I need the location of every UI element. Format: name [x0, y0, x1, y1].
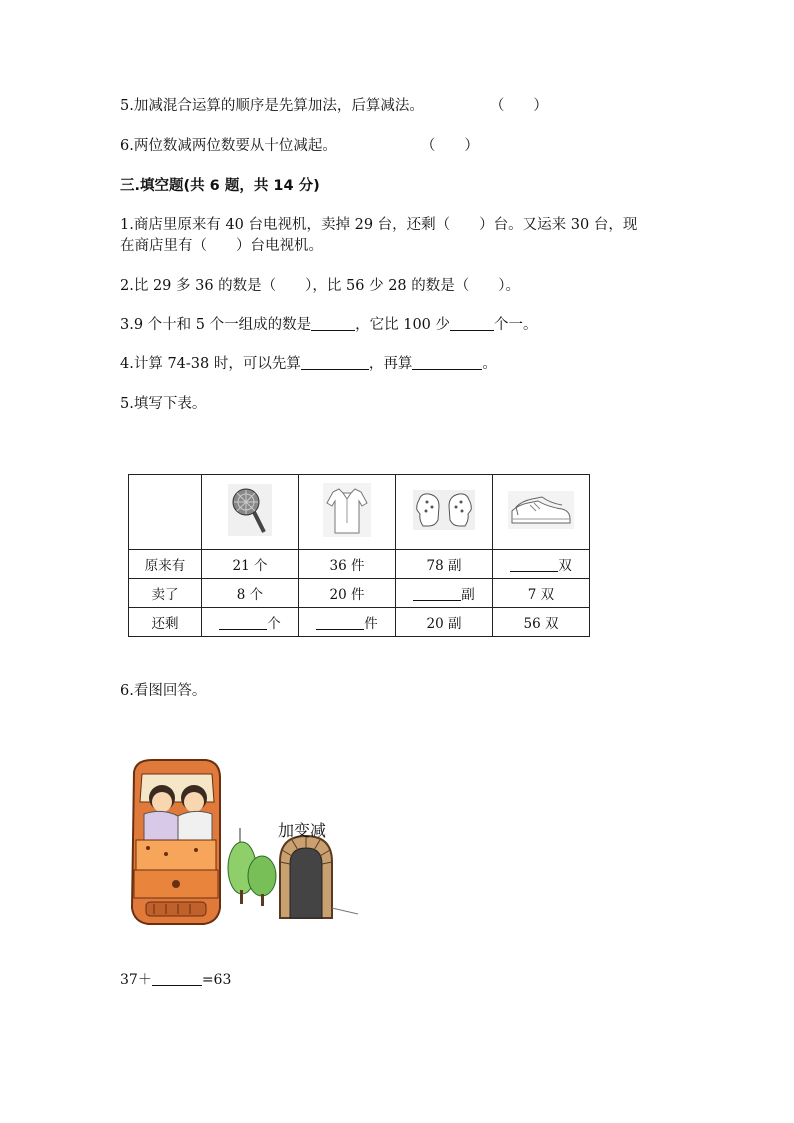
table-pic-cell: [493, 475, 590, 550]
fill-question-4-part-a: 4.计算 74-38 时，可以先算: [120, 356, 301, 372]
fill-question-1-line-1: 1.商店里原来有 40 台电视机，卖掉 29 台，还剩（ ）台。又运来 30 台，现: [120, 217, 638, 233]
tunnel-label: 加变减: [278, 821, 327, 840]
car-tunnel-illustration: [126, 758, 362, 930]
table-header-row: [129, 475, 590, 550]
car-illustration: [126, 758, 362, 930]
answer-blank[interactable]: [510, 558, 558, 572]
equation-right: =63: [201, 972, 232, 988]
table-cell: [202, 608, 299, 637]
table-pic-cell: [202, 475, 299, 550]
unit-label: 双: [558, 558, 572, 574]
table-cell: [299, 608, 396, 637]
fill-question-1-line-2: 在商店里有（ ）台电视机。: [120, 238, 323, 254]
answer-blank[interactable]: [301, 355, 369, 370]
question-5: [120, 96, 548, 116]
fill-question-4: [120, 354, 497, 374]
table-corner-cell: [129, 475, 202, 550]
table-cell: [396, 579, 493, 608]
fill-question-3-part-c: 个一。: [494, 317, 538, 333]
answer-paren[interactable]: （ ）: [420, 138, 479, 154]
answer-paren[interactable]: （ ）: [489, 98, 548, 114]
fill-question-2: 2.比 29 多 36 的数是（ ），比 56 少 28 的数是（ ）。: [120, 278, 521, 294]
question-6-text: 6.两位数减两位数要从十位减起。: [120, 138, 337, 154]
table-pic-cell: [396, 475, 493, 550]
row-label: 还剩: [129, 608, 202, 637]
question-5-text: 5.加减混合运算的顺序是先算加法，后算减法。: [120, 98, 424, 114]
fill-question-6: 6.看图回答。: [120, 683, 207, 699]
table-pic-cell: [299, 475, 396, 550]
table-cell: 20 副: [396, 608, 493, 637]
table-cell: 78 副: [396, 550, 493, 579]
equation-left: 37＋: [120, 972, 152, 988]
answer-blank[interactable]: [219, 616, 267, 630]
unit-label: 副: [461, 587, 475, 603]
unit-label: 件: [364, 616, 378, 632]
section-title: 三.填空题(共 6 题，共 14 分): [120, 178, 320, 194]
answer-blank[interactable]: [152, 971, 202, 986]
table-row: [129, 608, 590, 637]
answer-blank[interactable]: [316, 616, 364, 630]
lollipop-icon: [228, 484, 272, 536]
table-cell: 21 个: [202, 550, 299, 579]
table-cell: [493, 550, 590, 579]
unit-label: 个: [267, 616, 281, 632]
answer-blank[interactable]: [413, 587, 461, 601]
shoes-icon: [508, 491, 574, 529]
table-cell: 36 件: [299, 550, 396, 579]
fill-question-4-part-b: ，再算: [368, 356, 413, 372]
goods-table: [128, 474, 590, 637]
row-label: 卖了: [129, 579, 202, 608]
table-cell: 8 个: [202, 579, 299, 608]
fill-question-3-part-b: ，它比 100 少: [355, 317, 451, 333]
fill-question-5: 5.填写下表。: [120, 396, 207, 412]
gloves-icon: [413, 490, 475, 530]
table-row: [129, 579, 590, 608]
answer-blank[interactable]: [311, 316, 355, 331]
table-cell: 56 双: [493, 608, 590, 637]
table-cell: 20 件: [299, 579, 396, 608]
shirt-icon: [323, 483, 371, 537]
answer-blank[interactable]: [412, 355, 482, 370]
fill-question-3: [120, 315, 538, 335]
row-label: 原来有: [129, 550, 202, 579]
fill-question-4-part-c: 。: [482, 356, 497, 372]
question-6: [120, 136, 479, 156]
table-row: [129, 550, 590, 579]
table-cell: 7 双: [493, 579, 590, 608]
equation: [120, 970, 231, 990]
fill-question-3-part-a: 3.9 个十和 5 个一组成的数是: [120, 317, 312, 333]
answer-blank[interactable]: [450, 316, 494, 331]
